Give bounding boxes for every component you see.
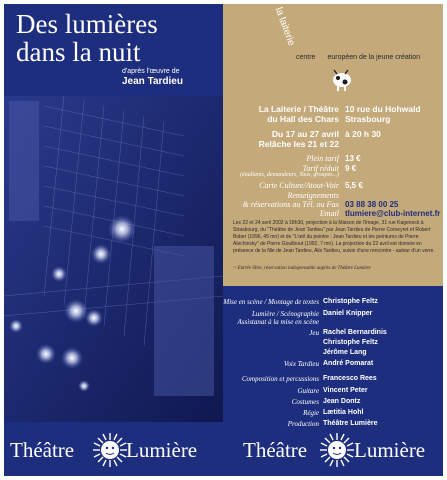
price-value: 9 € [345, 164, 357, 173]
credit-role: Mise en scène / Montage de textes [223, 298, 319, 306]
screening-description: Les 22 et 24 avril 2002 à 18h30, projection à la Maison de l'Image, 31 rue Kageneck à Strasbourg, du "Théâtre de Jean Tardieu" par Jean Tardieu de Pierre Corneyret et Robert Bober (1996, 45 mn) et de "L'œil du peintre : Jean Tardieu et les peintures de Pierre Alechinsky" de Pierre Gouilbout (1992, 7 mn). La projection du 22 avril est donnée en présence de la fille de Jean Tardieu, Alix Tardieu, suivie d'une rencontre - autour d'un verre. [233, 220, 435, 254]
price-detail: (étudiants, demandeurs, Tous, groupes...) [239, 172, 339, 178]
credit-name: Jean Dontz [323, 398, 361, 405]
brand-logo-front [4, 430, 223, 470]
relache-text: Relâche les 21 et 22 [258, 139, 339, 149]
credit-name: Rachel Bernardinis [323, 329, 387, 336]
credit-name: Vincent Peter [323, 387, 368, 394]
credit-name: Francesco Rees [323, 375, 377, 382]
price-value: 13 € [345, 154, 361, 163]
credit-role: Voix Tardieu [283, 360, 319, 368]
credit-name: Jérôme Lang [323, 349, 367, 356]
credit-name: Lætitia Hohl [323, 409, 364, 416]
venue-info-section [223, 4, 443, 286]
sun-logo-icon [92, 432, 128, 468]
show-title-line-1: Des lumières [16, 9, 158, 39]
credit-role: Régie [303, 409, 319, 417]
brand-word-lumiere: Lumière [126, 438, 198, 462]
credit-name: Christophe Feltz [323, 339, 378, 346]
laiterie-brand: la laiterie [272, 6, 297, 48]
flyer-front-panel [4, 4, 223, 476]
venue-name: La Laiterie / Théâtre [258, 104, 339, 114]
price-label: Tarif réduit [302, 164, 339, 173]
renseignements-label: Renseignements [287, 191, 339, 200]
phone-number: 03 88 38 00 25 [345, 200, 399, 209]
flyer-info-panel [223, 4, 443, 476]
entry-note: > Entrée libre, réservation indispensable auprès de Théâtre Lumière [233, 266, 371, 271]
performance-dates: Du 17 au 27 avril [271, 129, 339, 139]
brand-word-theatre: Théâtre [243, 438, 308, 462]
credit-name: André Pomarat [323, 360, 374, 367]
brand-logo-back [223, 430, 443, 470]
show-title-line-2: dans la nuit [16, 37, 141, 67]
brand-word-lumiere: Lumière [354, 438, 426, 462]
price-label: Plein tarif [306, 154, 339, 163]
credit-role: Production [287, 420, 319, 428]
email-address: tlumiere@club-internet.fr [345, 209, 441, 218]
centre-word: centre [296, 54, 316, 61]
credit-name: Daniel Knipper [323, 310, 373, 317]
show-author: Jean Tardieu [122, 76, 183, 87]
credit-name: Christophe Feltz [323, 298, 378, 305]
flyer-page [4, 4, 443, 476]
performance-time: à 20 h 30 [345, 129, 381, 139]
centre-tagline [296, 54, 420, 61]
credit-role: Costumes [291, 398, 319, 406]
price-label: Carte Culture/Atout-Voir [259, 181, 339, 190]
credit-role: Guitare [297, 387, 319, 395]
venue-city: Strasbourg [345, 114, 391, 124]
price-value: 5,5 € [345, 181, 363, 190]
stage-photo [4, 96, 223, 422]
brand-word-theatre: Théâtre [10, 438, 75, 462]
credit-role: Jeu [309, 329, 319, 337]
reservations-label: & réservations au Tél. ou Fax [242, 200, 339, 209]
credit-role: Lumière / Scénographie [251, 310, 319, 318]
venue-street: 10 rue du Hohwald [345, 104, 421, 114]
venue-hall: du Hall des Chars [267, 114, 339, 124]
email-label: Email [319, 209, 339, 218]
cow-logo-icon [328, 64, 356, 92]
credit-role: Assistanat à la mise en scène [237, 318, 319, 326]
credit-role: Composition et percussions [241, 375, 319, 383]
credit-name: Théâtre Lumière [323, 420, 378, 427]
stage-lights-image [4, 96, 223, 422]
centre-description: européen de la jeune création [327, 54, 421, 61]
show-subtitle: d'après l'œuvre de [122, 68, 180, 75]
sun-logo-icon [319, 432, 355, 468]
show-title [16, 10, 158, 66]
